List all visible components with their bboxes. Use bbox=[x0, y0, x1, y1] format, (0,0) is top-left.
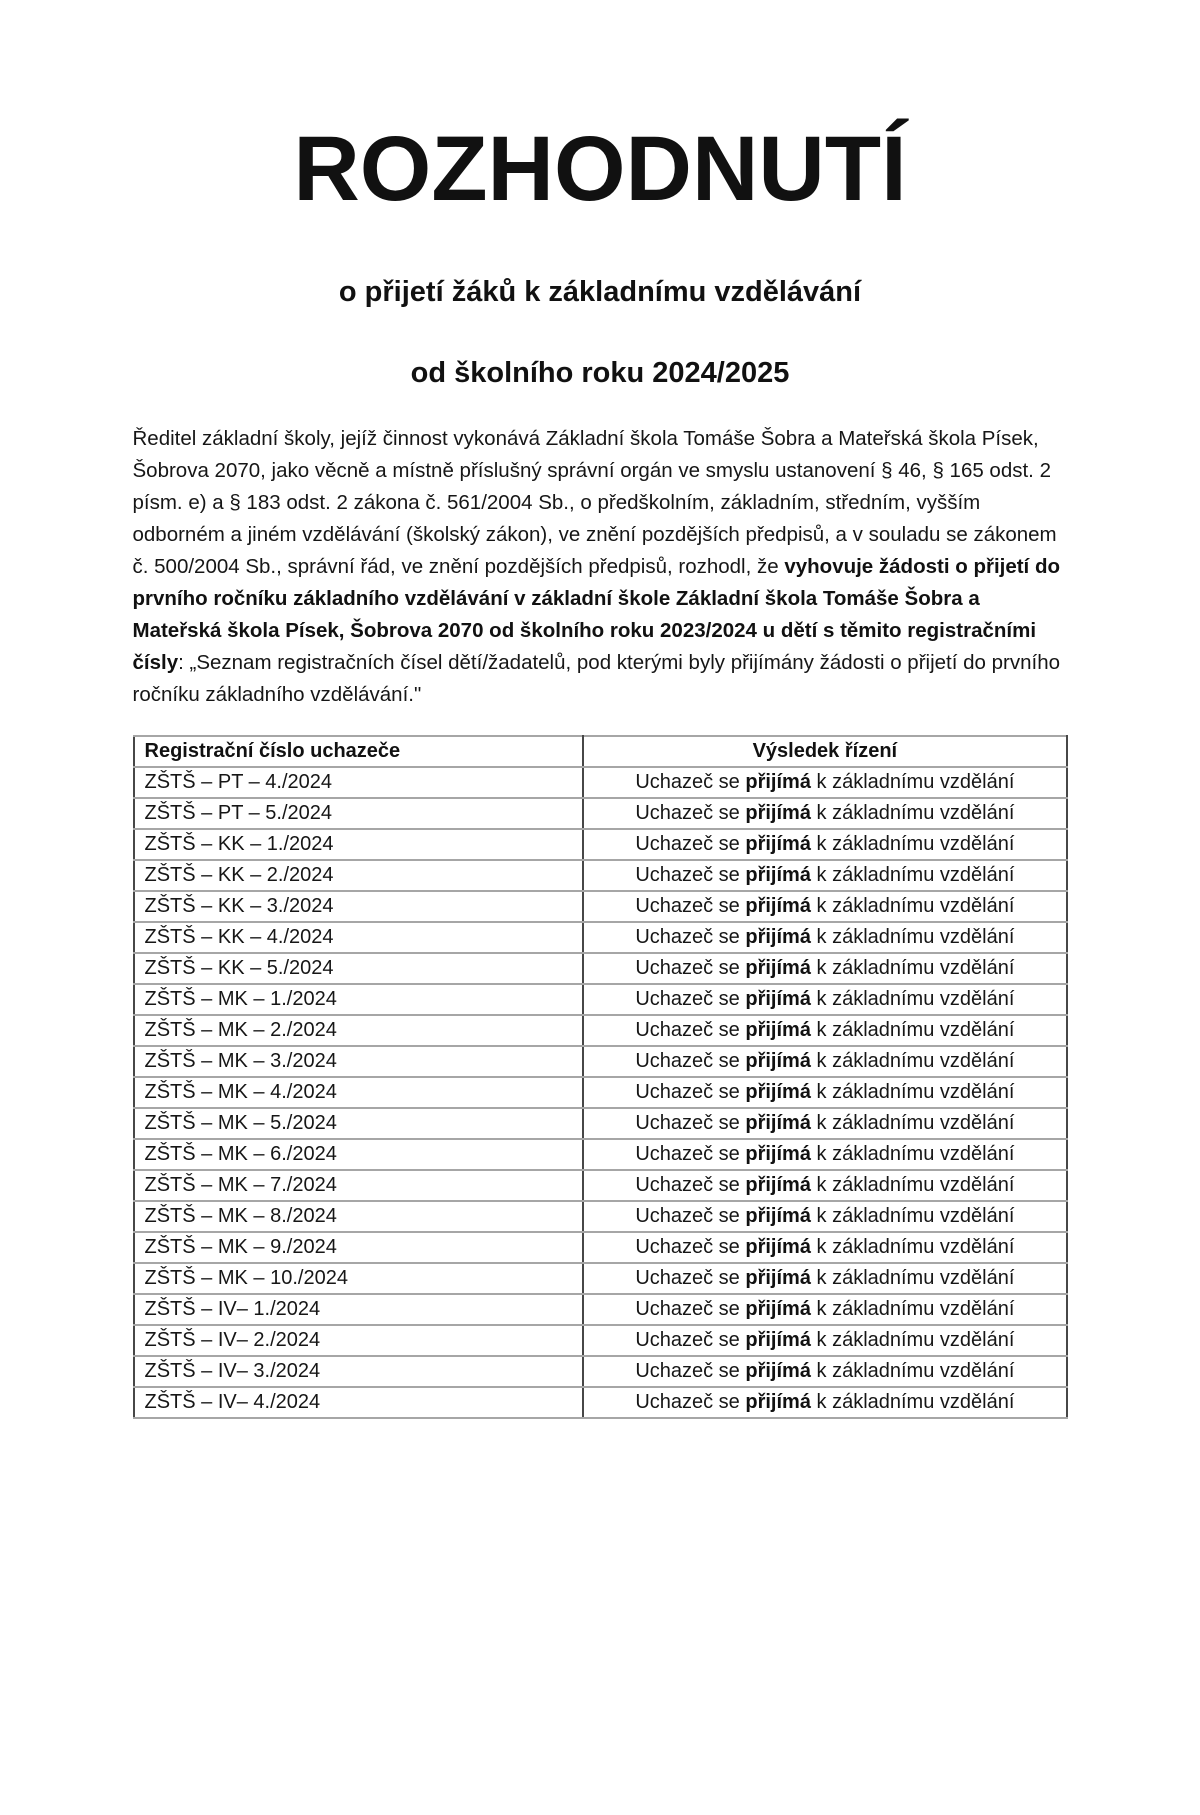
result-cell: Uchazeč se přijímá k základnímu vzdělání bbox=[583, 1170, 1066, 1201]
result-cell: Uchazeč se přijímá k základnímu vzdělání bbox=[583, 860, 1066, 891]
registration-number-cell: ZŠTŠ – KK – 1./2024 bbox=[134, 829, 584, 860]
header-row bbox=[134, 736, 1067, 767]
results-table bbox=[133, 735, 1068, 1419]
result-cell: Uchazeč se přijímá k základnímu vzdělání bbox=[583, 1201, 1066, 1232]
registration-number-cell: ZŠTŠ – KK – 4./2024 bbox=[134, 922, 584, 953]
document-subtitle-school-year: od školního roku 2024/2025 bbox=[410, 356, 790, 389]
document-title: ROZHODNUTÍ bbox=[293, 118, 907, 220]
registration-number-cell: ZŠTŠ – PT – 4./2024 bbox=[134, 767, 584, 798]
table-row bbox=[134, 1232, 1067, 1263]
result-cell: Uchazeč se přijímá k základnímu vzdělání bbox=[583, 922, 1066, 953]
result-cell: Uchazeč se přijímá k základnímu vzdělání bbox=[583, 829, 1066, 860]
result-cell: Uchazeč se přijímá k základnímu vzdělání bbox=[583, 1108, 1066, 1139]
registration-number-cell: ZŠTŠ – MK – 7./2024 bbox=[134, 1170, 584, 1201]
registration-number-cell: ZŠTŠ – PT – 5./2024 bbox=[134, 798, 584, 829]
table-row bbox=[134, 922, 1067, 953]
table-row bbox=[134, 1077, 1067, 1108]
table-row bbox=[134, 1201, 1067, 1232]
registration-number-cell: ZŠTŠ – IV– 3./2024 bbox=[134, 1356, 584, 1387]
registration-number-cell: ZŠTŠ – MK – 6./2024 bbox=[134, 1139, 584, 1170]
results-table-body bbox=[134, 767, 1067, 1418]
registration-number-cell: ZŠTŠ – MK – 9./2024 bbox=[134, 1232, 584, 1263]
intro-paragraph: Ředitel základní školy, jejíž činnost vykonává Základní škola Tomáše Šobra a Mateřská škola Písek, Šobrova 2070, jako věcně a místně příslušný správní orgán ve smyslu ustanovení § 46, § 165 odst. 2 písm. e) a § 183 odst. 2 zákona č. 561/2004 Sb., o předškolním, základním, středním, vyšším odborném a jiném vzdělávání (školský zákon), ve znění pozdějších předpisů, a v souladu se zákonem č. 500/2004 Sb., správní řád, ve znění pozdějších předpisů, rozhodl, že vyhovuje žádosti o přijetí do prvního ročníku základního vzdělávání v základní škole Základní škola Tomáše Šobra a Mateřská škola Písek, Šobrova 2070 od školního roku 2023/2024 u dětí s těmito registračními čísly: „Seznam registračních čísel dětí/žadatelů, pod kterými byly přijímány žádosti o přijetí do prvního ročníku základního vzdělávání." bbox=[132, 426, 1061, 706]
result-cell: Uchazeč se přijímá k základnímu vzdělání bbox=[583, 1232, 1066, 1263]
registration-number-cell: ZŠTŠ – MK – 1./2024 bbox=[134, 984, 584, 1015]
column-header-result: Výsledek řízení bbox=[583, 736, 1066, 767]
table-row bbox=[134, 829, 1067, 860]
table-row bbox=[134, 1263, 1067, 1294]
result-cell: Uchazeč se přijímá k základnímu vzdělání bbox=[583, 798, 1066, 829]
result-cell: Uchazeč se přijímá k základnímu vzdělání bbox=[583, 1325, 1066, 1356]
column-header-registration-number: Registrační číslo uchazeče bbox=[134, 736, 584, 767]
table-row bbox=[134, 1139, 1067, 1170]
registration-number-cell: ZŠTŠ – MK – 2./2024 bbox=[134, 1015, 584, 1046]
registration-number-cell: ZŠTŠ – MK – 5./2024 bbox=[134, 1108, 584, 1139]
document-page bbox=[133, 118, 1068, 1419]
table-row bbox=[134, 984, 1067, 1015]
table-row bbox=[134, 1356, 1067, 1387]
table-row bbox=[134, 767, 1067, 798]
result-cell: Uchazeč se přijímá k základnímu vzdělání bbox=[583, 1263, 1066, 1294]
result-cell: Uchazeč se přijímá k základnímu vzdělání bbox=[583, 1294, 1066, 1325]
table-row bbox=[134, 798, 1067, 829]
registration-number-cell: ZŠTŠ – KK – 2./2024 bbox=[134, 860, 584, 891]
result-cell: Uchazeč se přijímá k základnímu vzdělání bbox=[583, 1356, 1066, 1387]
result-cell: Uchazeč se přijímá k základnímu vzdělání bbox=[583, 1046, 1066, 1077]
result-cell: Uchazeč se přijímá k základnímu vzdělání bbox=[583, 984, 1066, 1015]
document-subtitle-admission: o přijetí žáků k základnímu vzdělávání bbox=[338, 276, 862, 309]
table-row bbox=[134, 1387, 1067, 1418]
table-row bbox=[134, 1325, 1067, 1356]
registration-number-cell: ZŠTŠ – KK – 5./2024 bbox=[134, 953, 584, 984]
registration-number-cell: ZŠTŠ – IV– 4./2024 bbox=[134, 1387, 584, 1418]
results-table-header bbox=[134, 736, 1067, 767]
table-row bbox=[134, 1015, 1067, 1046]
registration-number-cell: ZŠTŠ – IV– 2./2024 bbox=[134, 1325, 584, 1356]
result-cell: Uchazeč se přijímá k základnímu vzdělání bbox=[583, 953, 1066, 984]
table-row bbox=[134, 1108, 1067, 1139]
registration-number-cell: ZŠTŠ – KK – 3./2024 bbox=[134, 891, 584, 922]
table-row bbox=[134, 891, 1067, 922]
table-row bbox=[134, 1170, 1067, 1201]
result-cell: Uchazeč se přijímá k základnímu vzdělání bbox=[583, 1077, 1066, 1108]
registration-number-cell: ZŠTŠ – IV– 1./2024 bbox=[134, 1294, 584, 1325]
result-cell: Uchazeč se přijímá k základnímu vzdělání bbox=[583, 1139, 1066, 1170]
result-cell: Uchazeč se přijímá k základnímu vzdělání bbox=[583, 891, 1066, 922]
table-row bbox=[134, 953, 1067, 984]
result-cell: Uchazeč se přijímá k základnímu vzdělání bbox=[583, 767, 1066, 798]
registration-number-cell: ZŠTŠ – MK – 10./2024 bbox=[134, 1263, 584, 1294]
registration-number-cell: ZŠTŠ – MK – 3./2024 bbox=[134, 1046, 584, 1077]
table-row bbox=[134, 1294, 1067, 1325]
registration-number-cell: ZŠTŠ – MK – 4./2024 bbox=[134, 1077, 584, 1108]
table-row bbox=[134, 860, 1067, 891]
result-cell: Uchazeč se přijímá k základnímu vzdělání bbox=[583, 1015, 1066, 1046]
registration-number-cell: ZŠTŠ – MK – 8./2024 bbox=[134, 1201, 584, 1232]
result-cell: Uchazeč se přijímá k základnímu vzdělání bbox=[583, 1387, 1066, 1418]
table-row bbox=[134, 1046, 1067, 1077]
